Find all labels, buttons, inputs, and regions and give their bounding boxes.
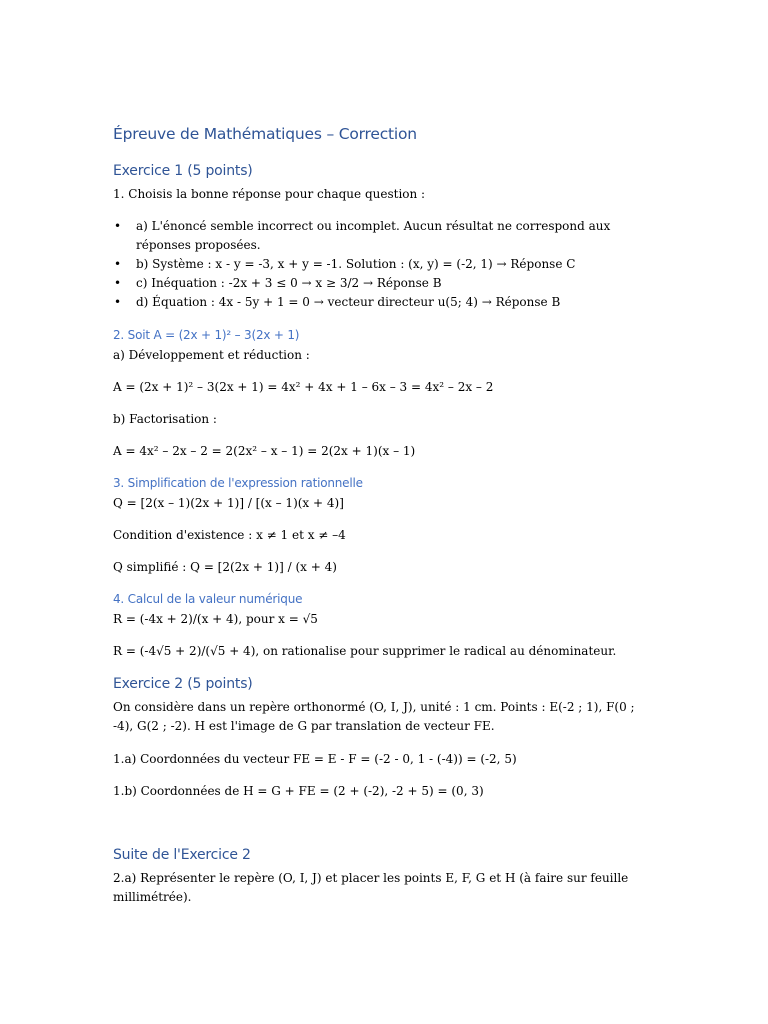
exercise-2-question-2a: 2.a) Représenter le repère (O, I, J) et placer les points E, F, G et H (à faire sur feuille millimétrée). [113, 871, 629, 904]
list-item-text: b) Système : x - y = -3, x + y = -1. Solution : (x, y) = (-2, 1) → Réponse C [136, 257, 576, 271]
question-2-heading: 2. Soit A = (2x + 1)² – 3(2x + 1) [113, 328, 300, 342]
bullet-icon: • [114, 276, 122, 290]
exercise-2-question-1a: 1.a) Coordonnées du vecteur FE = E - F = (-2 - 0, 1 - (-4)) = (-2, 5) [113, 752, 517, 766]
exercise-1-heading: Exercice 1 (5 points) [113, 163, 253, 179]
list-item [113, 274, 658, 293]
question-2b-label: b) Factorisation : [113, 412, 217, 426]
list-item [113, 255, 658, 274]
exercise-1-intro: 1. Choisis la bonne réponse pour chaque question : [113, 187, 426, 201]
question-3-simplified: Q simplifié : Q = [2(2x + 1)] / (x + 4) [113, 560, 337, 574]
question-2a-calculation: A = (2x + 1)² – 3(2x + 1) = 4x² + 4x + 1 – 6x – 3 = 4x² – 2x – 2 [113, 380, 494, 394]
question-3-condition: Condition d'existence : x ≠ 1 et x ≠ –4 [113, 528, 346, 542]
exercise-2-question-1b: 1.b) Coordonnées de H = G + FE = (2 + (-2), -2 + 5) = (0, 3) [113, 784, 484, 798]
question-4-heading: 4. Calcul de la valeur numérique [113, 592, 303, 606]
answer-list [113, 217, 658, 312]
question-3-expression: Q = [2(x – 1)(2x + 1)] / [(x – 1)(x + 4)] [113, 496, 344, 510]
list-item-text: a) L'énoncé semble incorrect ou incomplet. Aucun résultat ne correspond aux réponses proposées. [136, 219, 611, 252]
bullet-icon: • [114, 219, 122, 233]
bullet-icon: • [114, 295, 122, 309]
question-2b-calculation: A = 4x² – 2x – 2 = 2(2x² – x – 1) = 2(2x + 1)(x – 1) [113, 444, 416, 458]
list-item-text: c) Inéquation : -2x + 3 ≤ 0 → x ≥ 3/2 → Réponse B [136, 276, 442, 290]
document-title: Épreuve de Mathématiques – Correction [113, 125, 417, 143]
question-4-expression: R = (-4x + 2)/(x + 4), pour x = √5 [113, 612, 318, 626]
exercise-2-intro: On considère dans un repère orthonormé (O, I, J), unité : 1 cm. Points : E(-2 ; 1), F(0 ; -4), G(2 ; -2). H est l'image de G par translation de vecteur FE. [113, 700, 635, 733]
list-item [113, 217, 658, 255]
question-3-heading: 3. Simplification de l'expression rationnelle [113, 476, 363, 490]
list-item-text: d) Équation : 4x - 5y + 1 = 0 → vecteur directeur u(5; 4) → Réponse B [136, 295, 561, 309]
list-item [113, 293, 658, 312]
question-2a-label: a) Développement et réduction : [113, 348, 310, 362]
question-4-result: R = (-4√5 + 2)/(√5 + 4), on rationalise pour supprimer le radical au dénominateur. [113, 644, 617, 658]
exercise-2-heading: Exercice 2 (5 points) [113, 676, 253, 692]
exercise-2-continued-heading: Suite de l'Exercice 2 [113, 847, 251, 863]
bullet-icon: • [114, 257, 122, 271]
